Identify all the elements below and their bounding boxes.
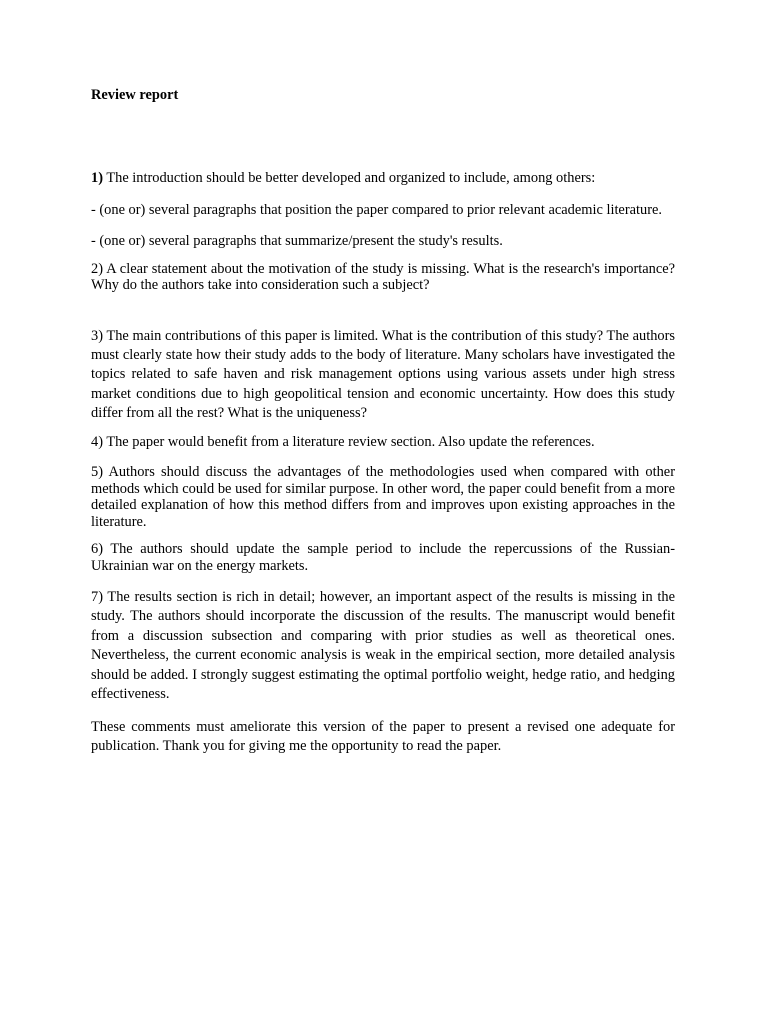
comment-1-bullet-results: - (one or) several paragraphs that summarize/present the study's results.: [91, 233, 503, 250]
comment-5: 5) Authors should discuss the advantages of the methodologies used when compared with other methods which could be used for similar purpose. In other word, the paper could benefit from a more detailed explanation of how this method differs from and improves upon existing approaches in the literature.: [91, 464, 675, 530]
review-document: [91, 86, 675, 756]
closing-paragraph: These comments must ameliorate this version of the paper to present a revised one adequate for publication. Thank you for giving me the opportunity to read the paper.: [91, 718, 675, 754]
comment-7: 7) The results section is rich in detail; however, an important aspect of the results is missing in the study. The authors should incorporate the discussion of the results. The manuscript would benefit from a discussion subsection and comparing with prior studies as well as theoretical ones. Nevertheless, the current economic analysis is weak in the empirical section, more detailed analysis should be added. I strongly suggest estimating the optimal portfolio weight, hedge ratio, and hedging effectiveness.: [91, 589, 675, 703]
comment-1-intro: [91, 169, 675, 188]
comment-4: 4) The paper would benefit from a literature review section. Also update the references.: [91, 433, 595, 450]
comment-6: 6) The authors should update the sample period to include the repercussions of the Russian-Ukrainian war on the energy markets.: [91, 541, 675, 574]
comment-1-number: 1): [91, 170, 103, 187]
comment-1-text: The introduction should be better developed and organized to include, among others:: [103, 170, 596, 187]
comment-3: 3) The main contributions of this paper is limited. What is the contribution of this study? The authors must clearly state how their study adds to the body of literature. Many scholars have investigated the topics related to safe haven and risk management options using various assets under high stress market conditions due to high geopolitical tension and economic uncertainty. How does this study differ from all the rest? What is the uniqueness?: [91, 327, 675, 422]
comment-2: 2) A clear statement about the motivation of the study is missing. What is the research's importance? Why do the authors take into consideration such a subject?: [91, 260, 675, 294]
comment-1-bullet-literature: - (one or) several paragraphs that position the paper compared to prior relevant academic literature.: [91, 201, 662, 218]
document-title: Review report: [91, 87, 179, 103]
